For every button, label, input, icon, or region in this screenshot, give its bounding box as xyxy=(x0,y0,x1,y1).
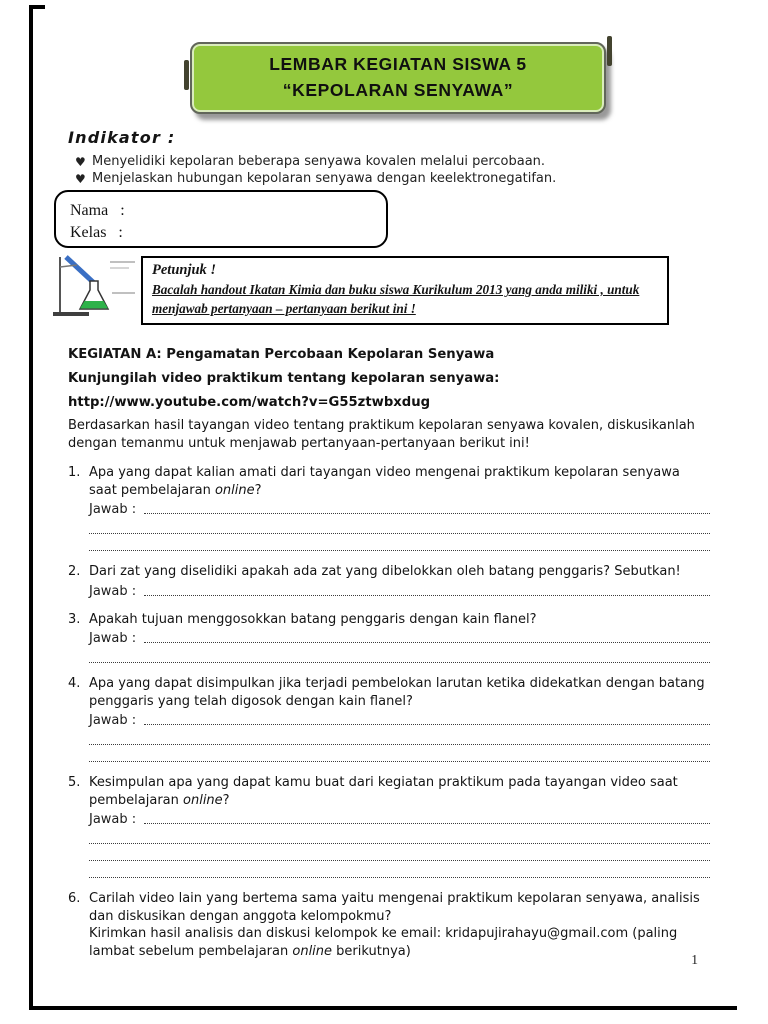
answer-first-line xyxy=(89,629,710,646)
worksheet-title-box xyxy=(190,42,606,114)
question-text: Apakah tujuan menggosokkan batang penggaris dengan kain flanel? xyxy=(89,611,537,627)
worksheet-title-banner xyxy=(190,42,606,114)
petunjuk-title: Petunjuk ! xyxy=(152,262,217,278)
question-number: 1. xyxy=(68,465,81,480)
question-text: Carilah video lain yang bertema sama yaitu mengenai praktikum kepolaran senyawa, analisis dan diskusikan dengan anggota kelompokmu? xyxy=(89,891,700,924)
answer-area xyxy=(89,629,710,663)
answer-dotted-line xyxy=(89,728,710,745)
indikator-section xyxy=(68,128,708,187)
kegiatan-intro: Berdasarkan hasil tayangan video tentang praktikum kepolaran senyawa kovalen, diskusikanlah dengan temanmu untuk menjawab pertanyaan-pertanyaan berikut ini! xyxy=(68,418,695,451)
answer-first-line xyxy=(89,810,710,827)
question-item xyxy=(68,563,710,599)
answer-label: Jawab : xyxy=(89,713,141,728)
question-number: 6. xyxy=(68,891,81,906)
kegiatan-a-heading: KEGIATAN A: Pengamatan Percobaan Kepolaran Senyawa xyxy=(68,347,495,362)
answer-area xyxy=(89,810,710,878)
answer-label: Jawab : xyxy=(89,583,141,599)
titration-setup-icon xyxy=(50,253,138,321)
answer-label: Jawab : xyxy=(89,812,141,827)
heart-bullet-icon: ♥ xyxy=(75,171,86,186)
lab-apparatus-image xyxy=(50,253,138,321)
worksheet-title-line1: LEMBAR KEGIATAN SISWA 5 xyxy=(269,54,527,74)
answer-dotted-line xyxy=(144,724,710,725)
question-item xyxy=(68,774,710,878)
question-item xyxy=(68,611,710,664)
indikator-item xyxy=(68,154,708,171)
answer-label: Jawab : xyxy=(89,502,141,517)
youtube-url-link[interactable]: http://www.youtube.com/watch?v=G55ztwbxdug xyxy=(68,395,431,410)
answer-dotted-line xyxy=(144,595,710,596)
page-edge-bottom xyxy=(29,1006,737,1010)
question-item xyxy=(68,675,710,762)
class-label: Kelas : xyxy=(70,224,123,241)
indikator-item-text: Menyelidiki kepolaran beberapa senyawa kovalen melalui percobaan. xyxy=(92,154,546,169)
answer-dotted-line xyxy=(89,517,710,534)
question-number: 2. xyxy=(68,564,81,579)
kegiatan-visit-line: Kunjungilah video praktikum tentang kepolaran senyawa: xyxy=(68,371,500,386)
answer-dotted-line xyxy=(144,642,710,643)
question-text: Apa yang dapat disimpulkan jika terjadi pembelokan larutan ketika didekatkan dengan batang penggaris yang telah digosok dengan kain flanel? xyxy=(89,676,705,709)
answer-dotted-line xyxy=(89,646,710,663)
indikator-item xyxy=(68,171,708,188)
petunjuk-box xyxy=(141,256,669,325)
questions-list xyxy=(68,464,710,960)
answer-area xyxy=(89,711,710,762)
question-number: 3. xyxy=(68,611,81,627)
page-edge-top-tick xyxy=(29,5,45,9)
banner-pin-left-icon xyxy=(184,60,189,90)
question-item xyxy=(68,890,710,960)
indikator-heading: Indikator : xyxy=(68,128,176,147)
name-label: Nama : xyxy=(70,202,125,219)
page-edge-left xyxy=(29,5,33,1010)
question-text: Kirimkan hasil analisis dan diskusi kelompok ke email: kridapujirahayu@gmail.com (paling lambat sebelum pembelajaran online berikutnya) xyxy=(89,926,678,959)
answer-area xyxy=(89,582,710,599)
heart-bullet-icon: ♥ xyxy=(75,155,86,169)
answer-label: Jawab : xyxy=(89,631,141,646)
question-text: Kesimpulan apa yang dapat kamu buat dari kegiatan praktikum pada tayangan video saat pembelajaran online? xyxy=(89,775,678,808)
answer-dotted-line xyxy=(144,823,710,824)
answer-dotted-line xyxy=(89,745,710,762)
answer-first-line xyxy=(89,500,710,517)
answer-area xyxy=(89,500,710,551)
main-content xyxy=(68,346,710,960)
page-number: 1 xyxy=(691,952,698,967)
question-number: 5. xyxy=(68,775,81,790)
answer-dotted-line xyxy=(89,844,710,861)
answer-dotted-line xyxy=(144,513,710,514)
student-identity-box[interactable] xyxy=(54,190,388,248)
question-text: Apa yang dapat kalian amati dari tayangan video mengenai praktikum kepolaran senyawa saat pembelajaran online? xyxy=(89,465,680,498)
banner-pin-right-icon xyxy=(607,36,612,66)
question-number: 4. xyxy=(68,676,81,691)
worksheet-title-line2: “KEPOLARAN SENYAWA” xyxy=(282,80,514,100)
answer-first-line xyxy=(89,582,710,599)
answer-dotted-line xyxy=(89,861,710,878)
question-text: Dari zat yang diselidiki apakah ada zat yang dibelokkan oleh batang penggaris? Sebutkan! xyxy=(89,564,681,579)
answer-dotted-line xyxy=(89,534,710,551)
petunjuk-body: Bacalah handout Ikatan Kimia dan buku siswa Kurikulum 2013 yang anda miliki , untuk menjawab pertanyaan – pertanyaan berikut ini ! xyxy=(152,282,640,316)
indikator-item-text: Menjelaskan hubungan kepolaran senyawa dengan keelektronegatifan. xyxy=(92,170,557,186)
answer-first-line xyxy=(89,711,710,728)
question-item xyxy=(68,464,710,551)
answer-dotted-line xyxy=(89,827,710,844)
